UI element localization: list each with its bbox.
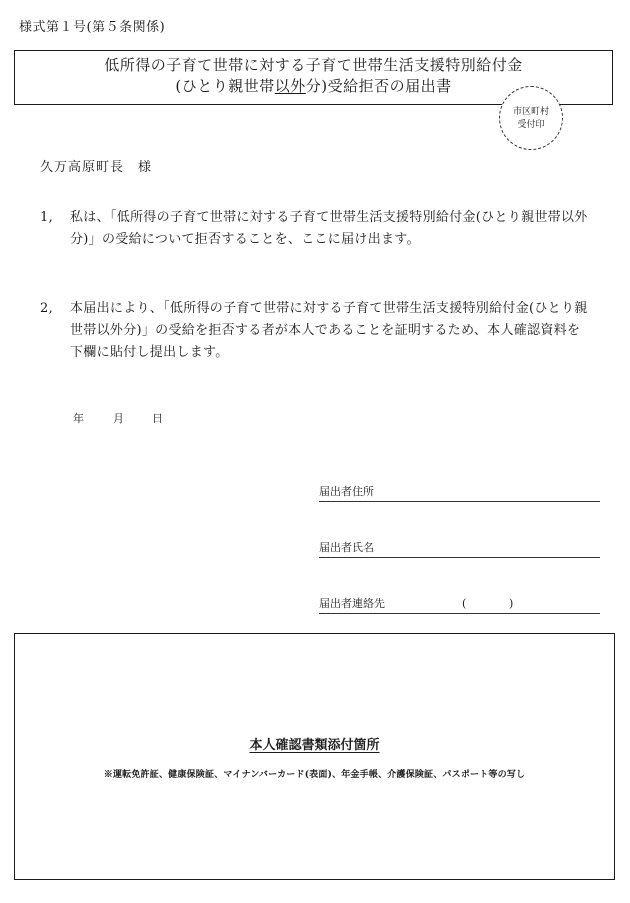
attachment-note: ※運転免許証、健康保険証、マイナンバーカード(表面)、年金手帳、介護保険証、パスポート等の写し [103, 770, 526, 780]
title-underlined-text: 以外 [274, 77, 306, 95]
date-line [73, 410, 163, 426]
contact-paren-open: ( [462, 597, 467, 610]
item-text: 私は、「低所得の子育て世帯に対する子育て世帯生活支援特別給付金(ひとり親世帯以外分)」の受給について拒否することを、ここに届け出ます。 [70, 210, 588, 247]
title-line-1: 低所得の子育て世帯に対する子育て世帯生活支援特別給付金 [104, 56, 523, 74]
applicant-contact-field[interactable] [319, 598, 600, 614]
title-line-2-pre: (ひとり親世帯 [175, 77, 275, 95]
attachment-title [15, 734, 614, 753]
form-number: 様式第１号(第５条関係) [19, 20, 166, 35]
date-day-label: 日 [152, 412, 163, 425]
item-number: 2, [40, 301, 54, 316]
item-number: 1, [40, 210, 54, 225]
applicant-name-label: 届出者氏名 [319, 541, 374, 554]
date-month-label: 月 [113, 412, 124, 425]
applicant-address-field[interactable] [319, 486, 600, 502]
applicant-contact-label: 届出者連絡先 [319, 597, 385, 610]
item-text: 本届出により、「低所得の子育て世帯に対する子育て世帯生活支援特別給付金(ひとり親世帯以外分)」の受給を拒否する者が本人であることを証明するため、本人確認資料を下欄に貼付し提出します。 [70, 301, 588, 360]
stamp-label-line-1: 市区町村 [512, 107, 549, 117]
declaration-item-2 [40, 298, 588, 364]
title-line-2-post: 分)受給拒否の届出書 [305, 77, 452, 95]
stamp-label-line-2: 受付印 [517, 120, 545, 130]
reception-stamp-area [499, 86, 563, 150]
addressee: 久万高原町長 様 [40, 160, 153, 175]
attachment-title-text: 本人確認書類添付箇所 [249, 738, 380, 753]
declaration-item-1 [40, 207, 588, 251]
id-document-attachment-area [14, 633, 615, 880]
applicant-address-label: 届出者住所 [319, 485, 374, 498]
applicant-name-field[interactable] [319, 542, 600, 558]
date-year-label: 年 [73, 412, 84, 425]
contact-paren-close: ) [509, 597, 514, 610]
